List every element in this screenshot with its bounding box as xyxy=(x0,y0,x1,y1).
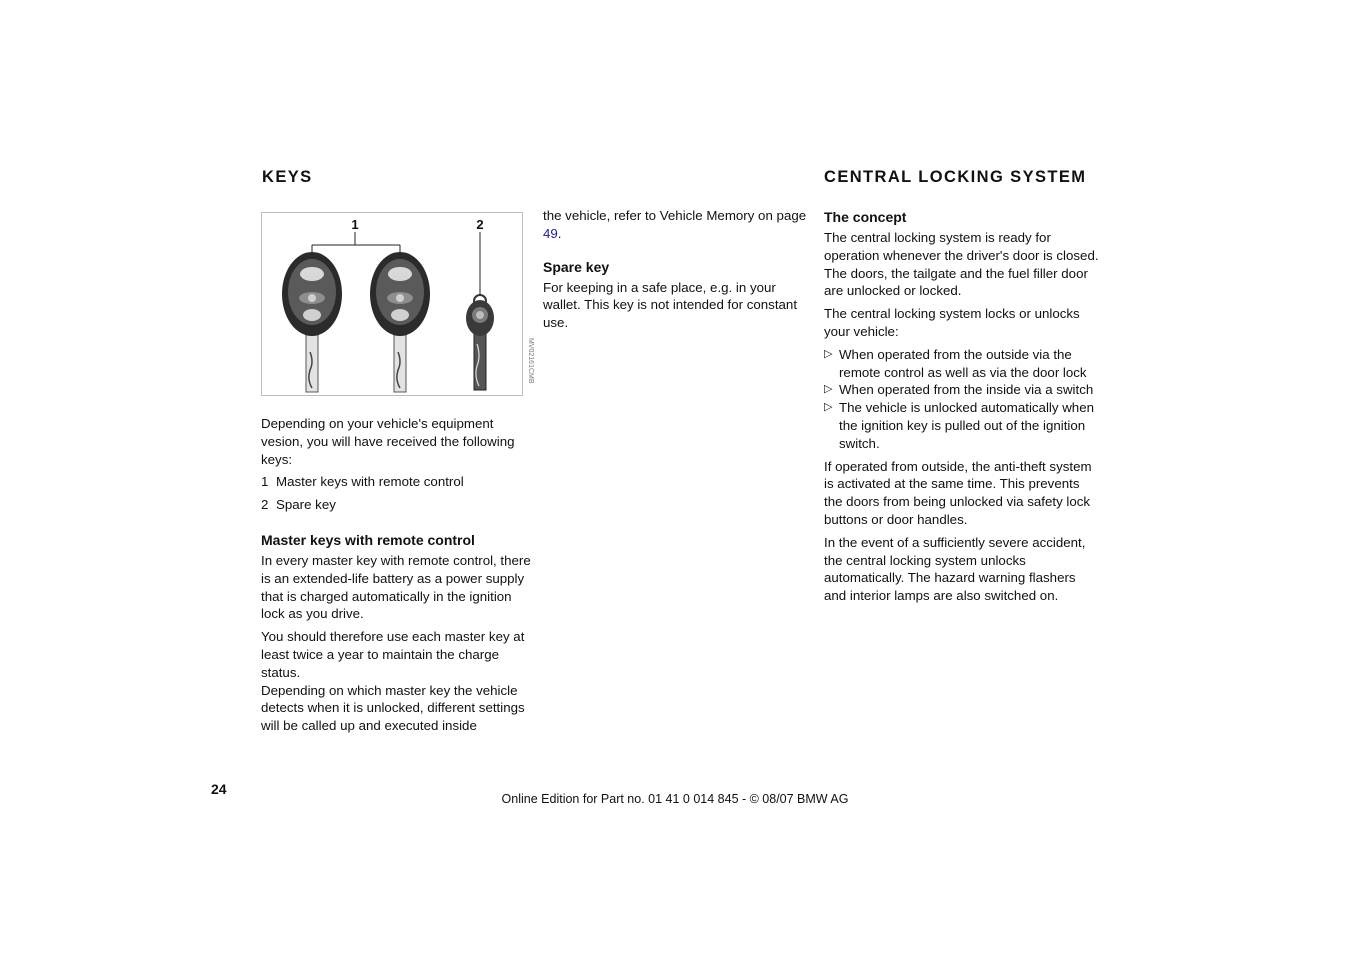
list-item: ▷ When operated from the outside via the remote control as well as via the door lock xyxy=(824,346,1087,380)
master-keys-paragraph-2: You should therefore use each master key at least twice a year to maintain the charge status. xyxy=(261,629,525,680)
right-column xyxy=(824,168,1099,605)
callout-1: 1 xyxy=(351,217,359,232)
continued-text: the vehicle, refer to Vehicle Memory on page 49. xyxy=(543,208,807,241)
left-column xyxy=(262,168,534,187)
heading-master-keys: Master keys with remote control xyxy=(261,531,475,548)
keys-figure xyxy=(261,212,533,396)
footer-text: Online Edition for Part no. 01 41 0 014 845 - © 08/07 BMW AG xyxy=(501,792,849,806)
triangle-bullet-icon: ▷ xyxy=(824,401,833,414)
list-item: 2 Spare key xyxy=(261,497,336,513)
middle-column xyxy=(543,207,815,332)
master-keys-paragraph-1: In every master key with remote control, there is an extended-life battery as a power supply that is charged automatically in the ignition lock as you drive. xyxy=(261,552,531,622)
triangle-bullet-icon: ▷ xyxy=(824,347,833,360)
list-item: 1 Master keys with remote control xyxy=(261,474,464,490)
concept-paragraph-2: The central locking system locks or unlocks your vehicle: xyxy=(824,306,1080,339)
heading-concept: The concept xyxy=(824,209,907,225)
list-item: ▷ The vehicle is unlocked automatically when the ignition key is pulled out of the ignition switch. xyxy=(824,400,1094,451)
concept-paragraph-1: The central locking system is ready for operation whenever the driver's door is closed. The doors, the tailgate and the fuel filler door are unlocked or locked. xyxy=(824,230,1099,299)
page-link[interactable]: 49 xyxy=(543,225,558,241)
concept-paragraph-3: If operated from outside, the anti-theft system is activated at the same time. This prevents the doors from being unlocked via safety lock buttons or door handles. xyxy=(824,458,1092,527)
master-keys-paragraph-3: Depending on which master key the vehicle detects when it is unlocked, different settings will be called up and executed inside xyxy=(261,682,525,734)
list-item: ▷ When operated from the inside via a switch xyxy=(824,382,1094,398)
figure-code: MV02161CMB xyxy=(527,338,534,384)
callout-2: 2 xyxy=(476,217,484,232)
concept-paragraph-4: In the event of a sufficiently severe accident, the central locking system unlocks automatically. The hazard warning flashers and interior lamps are also switched on. xyxy=(824,534,1086,604)
section-title-central-locking: CENTRAL LOCKING SYSTEM xyxy=(824,168,1087,186)
section-title-keys: KEYS xyxy=(262,168,313,186)
triangle-bullet-icon: ▷ xyxy=(824,383,833,396)
keys-intro: Depending on your vehicle's equipment vesion, you will have received the following keys: xyxy=(261,416,515,467)
left-column-body xyxy=(261,415,533,735)
heading-spare-key: Spare key xyxy=(543,258,610,275)
spare-key-paragraph: For keeping in a safe place, e.g. in your wallet. This key is not intended for constant use. xyxy=(543,279,798,331)
page-number: 24 xyxy=(211,781,227,797)
